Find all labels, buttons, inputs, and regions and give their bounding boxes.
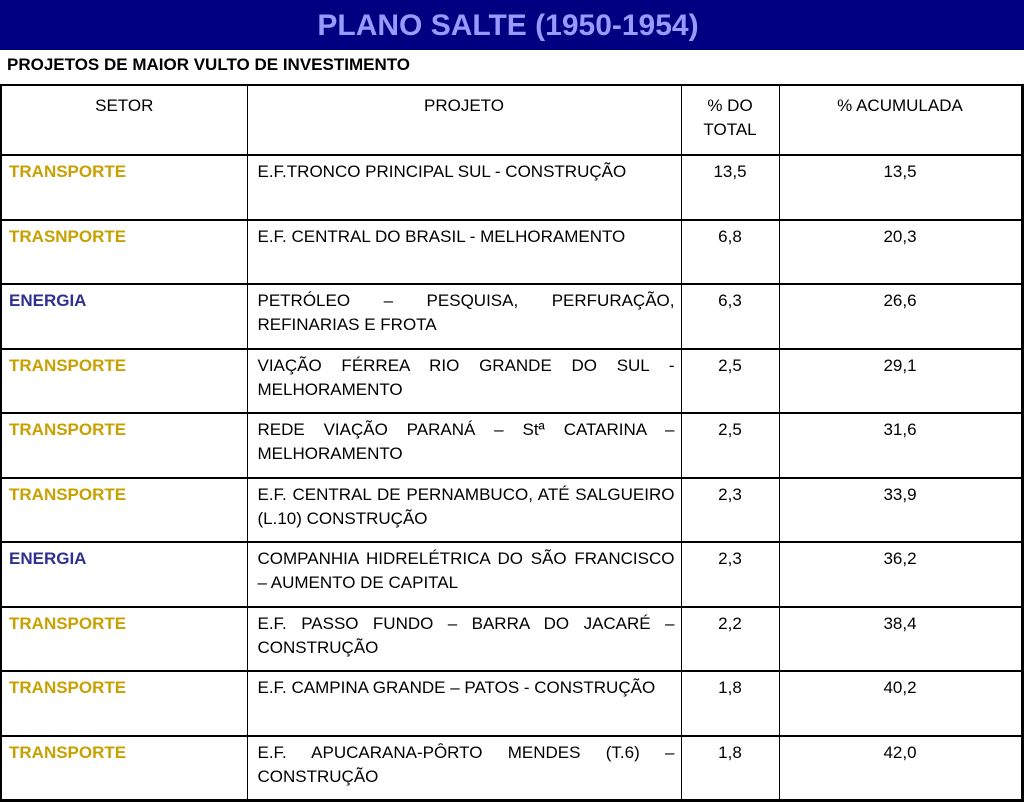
cell-percent-total: 2,5 (681, 349, 779, 414)
cell-setor: ENERGIA (1, 542, 247, 607)
cell-projeto: E.F. CAMPINA GRANDE – PATOS - CONSTRUÇÃO (247, 671, 681, 736)
cell-projeto: E.F. CENTRAL DO BRASIL - MELHORAMENTO (247, 220, 681, 285)
cell-percent-total: 1,8 (681, 736, 779, 801)
table-row (1, 349, 1022, 414)
page-subtitle: PROJETOS DE MAIOR VULTO DE INVESTIMENTO (7, 55, 411, 74)
cell-setor: ENERGIA (1, 284, 247, 349)
page-title: PLANO SALTE (1950-1954) (317, 9, 699, 42)
table-row (1, 413, 1022, 478)
title-bar (0, 0, 1024, 50)
table-row (1, 607, 1022, 672)
cell-percent-total: 1,8 (681, 671, 779, 736)
table-header-row (1, 85, 1022, 155)
cell-setor: TRANSPORTE (1, 349, 247, 414)
cell-percent-total: 2,5 (681, 413, 779, 478)
cell-projeto: E.F. APUCARANA-PÔRTO MENDES (T.6) – CONSTRUÇÃO (247, 736, 681, 801)
cell-percent-acumulada: 36,2 (779, 542, 1022, 607)
cell-projeto: E.F. CENTRAL DE PERNAMBUCO, ATÉ SALGUEIRO (L.10) CONSTRUÇÃO (247, 478, 681, 543)
cell-projeto: PETRÓLEO – PESQUISA, PERFURAÇÃO, REFINARIAS E FROTA (247, 284, 681, 349)
cell-projeto: COMPANHIA HIDRELÉTRICA DO SÃO FRANCISCO – AUMENTO DE CAPITAL (247, 542, 681, 607)
cell-percent-acumulada: 26,6 (779, 284, 1022, 349)
cell-percent-total: 13,5 (681, 155, 779, 220)
cell-projeto: REDE VIAÇÃO PARANÁ – Stª CATARINA – MELHORAMENTO (247, 413, 681, 478)
cell-setor: TRASNPORTE (1, 220, 247, 285)
table-row (1, 542, 1022, 607)
table-row (1, 478, 1022, 543)
cell-percent-total: 2,2 (681, 607, 779, 672)
cell-setor: TRANSPORTE (1, 671, 247, 736)
cell-percent-total: 6,8 (681, 220, 779, 285)
cell-setor: TRANSPORTE (1, 736, 247, 801)
cell-projeto: E.F.TRONCO PRINCIPAL SUL - CONSTRUÇÃO (247, 155, 681, 220)
cell-percent-total: 2,3 (681, 542, 779, 607)
cell-percent-acumulada: 20,3 (779, 220, 1022, 285)
cell-percent-acumulada: 13,5 (779, 155, 1022, 220)
cell-percent-acumulada: 42,0 (779, 736, 1022, 801)
cell-percent-total: 6,3 (681, 284, 779, 349)
cell-setor: TRANSPORTE (1, 478, 247, 543)
cell-setor: TRANSPORTE (1, 155, 247, 220)
header-percent-total: % DO TOTAL (681, 85, 779, 155)
projects-table (0, 84, 1024, 802)
header-percent-acumulada: % ACUMULADA (779, 85, 1022, 155)
header-setor: SETOR (1, 85, 247, 155)
cell-percent-acumulada: 38,4 (779, 607, 1022, 672)
table-row (1, 220, 1022, 285)
table-row (1, 736, 1022, 801)
cell-percent-acumulada: 40,2 (779, 671, 1022, 736)
table-row (1, 671, 1022, 736)
cell-setor: TRANSPORTE (1, 413, 247, 478)
cell-percent-acumulada: 31,6 (779, 413, 1022, 478)
cell-percent-total: 2,3 (681, 478, 779, 543)
cell-percent-acumulada: 29,1 (779, 349, 1022, 414)
table-row (1, 284, 1022, 349)
cell-projeto: VIAÇÃO FÉRREA RIO GRANDE DO SUL - MELHORAMENTO (247, 349, 681, 414)
cell-projeto: E.F. PASSO FUNDO – BARRA DO JACARÉ – CONSTRUÇÃO (247, 607, 681, 672)
cell-percent-acumulada: 33,9 (779, 478, 1022, 543)
cell-setor: TRANSPORTE (1, 607, 247, 672)
header-projeto: PROJETO (247, 85, 681, 155)
table-row (1, 155, 1022, 220)
